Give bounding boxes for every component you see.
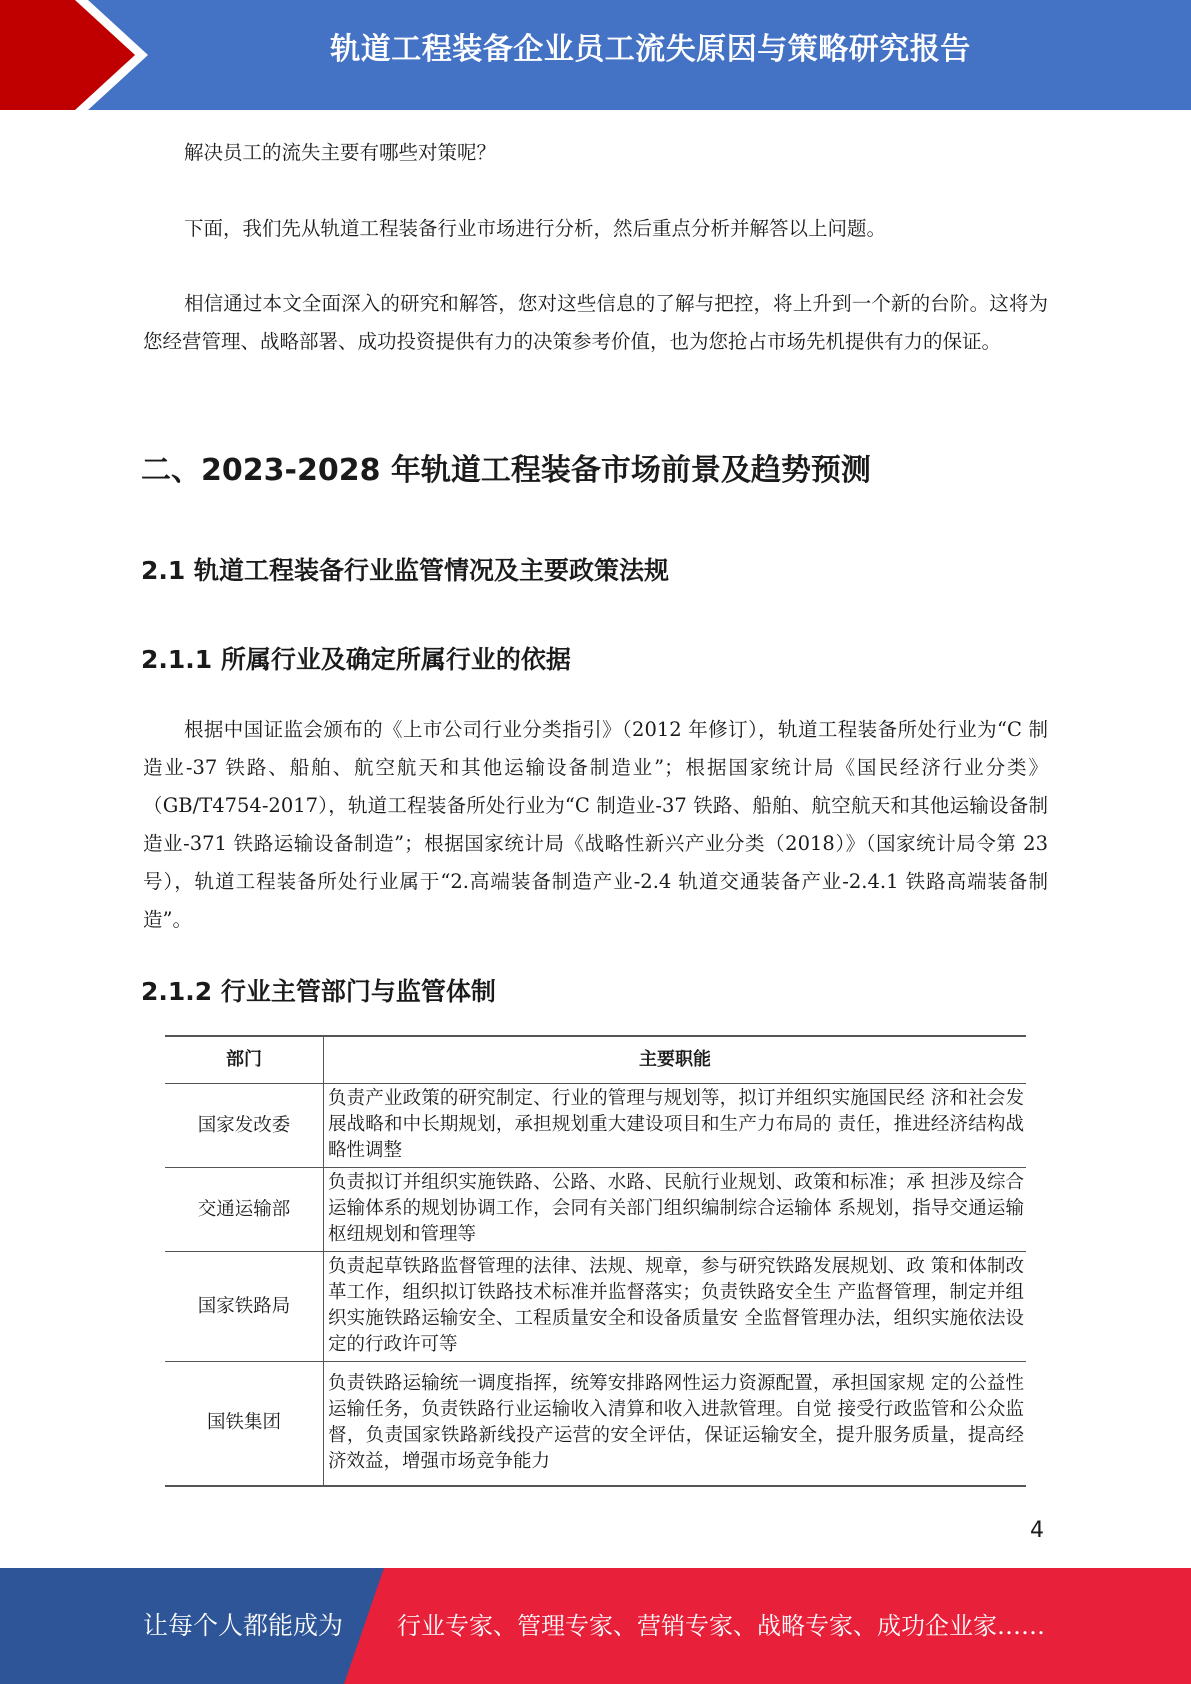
subsubsection-heading-2: 2.1.2 行业主管部门与监管体制 <box>141 977 496 1006</box>
table-cell-duty: 负责产业政策的研究制定、行业的管理与规划等，拟订并组织实施国民经 济和社会发展战略和中长期规划，承担规划重大建设项目和生产力布局的 责任，推进经济结构战略性调整 <box>324 1084 1027 1168</box>
paragraph-3: 相信通过本文全面深入的研究和解答，您对这些信息的了解与把控，将上升到一个新的台阶。这将为您经营管理、战略部署、成功投资提供有力的决策参考价值，也为您抢占市场先机提供有力的保证。 <box>143 292 1048 353</box>
paragraph-1: 解决员工的流失主要有哪些对策呢？ <box>184 141 497 164</box>
table-cell-dept: 国铁集团 <box>165 1362 324 1486</box>
table-cell-dept: 交通运输部 <box>165 1168 324 1252</box>
section-heading: 二、2023-2028 年轨道工程装备市场前景及趋势预测 <box>141 453 871 488</box>
footer-slogan-left: 让每个人都能成为 <box>143 1611 344 1640</box>
paragraph-4: 根据中国证监会颁布的《上市公司行业分类指引》（2012 年修订），轨道工程装备所处行业为“C 制造业-37 铁路、船舶、航空航天和其他运输设备制造业”；根据国家统计局《国民经济行业分类》（GB/T4754-2017），轨道工程装备所处行业为“C 制造业-37 铁路、船舶、航空航天和其他运输设备制造业-371 铁路运输设备制造”；根据国家统计局《战略性新兴产业分类（2018）》（国家统计局令第 23 号），轨道工程装备所处行业属于“2.高端装备制造产业-2.4 轨道交通装备产业-2.4.1 铁路高端装备制造”。 <box>143 718 1048 931</box>
header-banner <box>0 0 1191 110</box>
table-cell-duty: 负责起草铁路监督管理的法律、法规、规章，参与研究铁路发展规划、政 策和体制改革工作，组织拟订铁路技术标准并监督落实；负责铁路安全生 产监督管理，制定并组织实施铁路运输安全、工程质量安全和设备质量安 全监督管理办法，组织实施依法设定的行政许可等 <box>324 1252 1027 1362</box>
table-row <box>165 1362 1026 1486</box>
table-header-duty: 主要职能 <box>324 1036 1027 1084</box>
footer-banner <box>0 1568 1191 1684</box>
table-row <box>165 1084 1026 1168</box>
table-header-row <box>165 1036 1026 1084</box>
table-cell-dept: 国家铁路局 <box>165 1252 324 1362</box>
subsection-heading: 2.1 轨道工程装备行业监管情况及主要政策法规 <box>141 556 669 585</box>
table-row <box>165 1168 1026 1252</box>
page-number: 4 <box>1030 1518 1044 1543</box>
table-cell-duty: 负责拟订并组织实施铁路、公路、水路、民航行业规划、政策和标准；承 担涉及综合运输体系的规划协调工作，会同有关部门组织编制综合运输体 系规划，指导交通运输枢纽规划和管理等 <box>324 1168 1027 1252</box>
table-cell-duty: 负责铁路运输统一调度指挥，统筹安排路网性运力资源配置，承担国家规 定的公益性运输任务，负责铁路行业运输收入清算和收入进款管理。自觉 接受行政监管和公众监督，负责国家铁路新线投产运营的安全评估，保证运输安全，提升服务质量，提高经济效益，增强市场竞争能力 <box>324 1362 1027 1486</box>
regulator-table <box>165 1035 1026 1487</box>
footer-slogan-right: 行业专家、管理专家、营销专家、战略专家、成功企业家…… <box>397 1612 1045 1640</box>
table-row <box>165 1252 1026 1362</box>
paragraph-2: 下面，我们先从轨道工程装备行业市场进行分析，然后重点分析并解答以上问题。 <box>184 217 887 240</box>
table-cell-dept: 国家发改委 <box>165 1084 324 1168</box>
table-header-dept: 部门 <box>165 1036 324 1084</box>
subsubsection-heading-1: 2.1.1 所属行业及确定所属行业的依据 <box>141 645 571 674</box>
report-title: 轨道工程装备企业员工流失原因与策略研究报告 <box>330 32 971 67</box>
